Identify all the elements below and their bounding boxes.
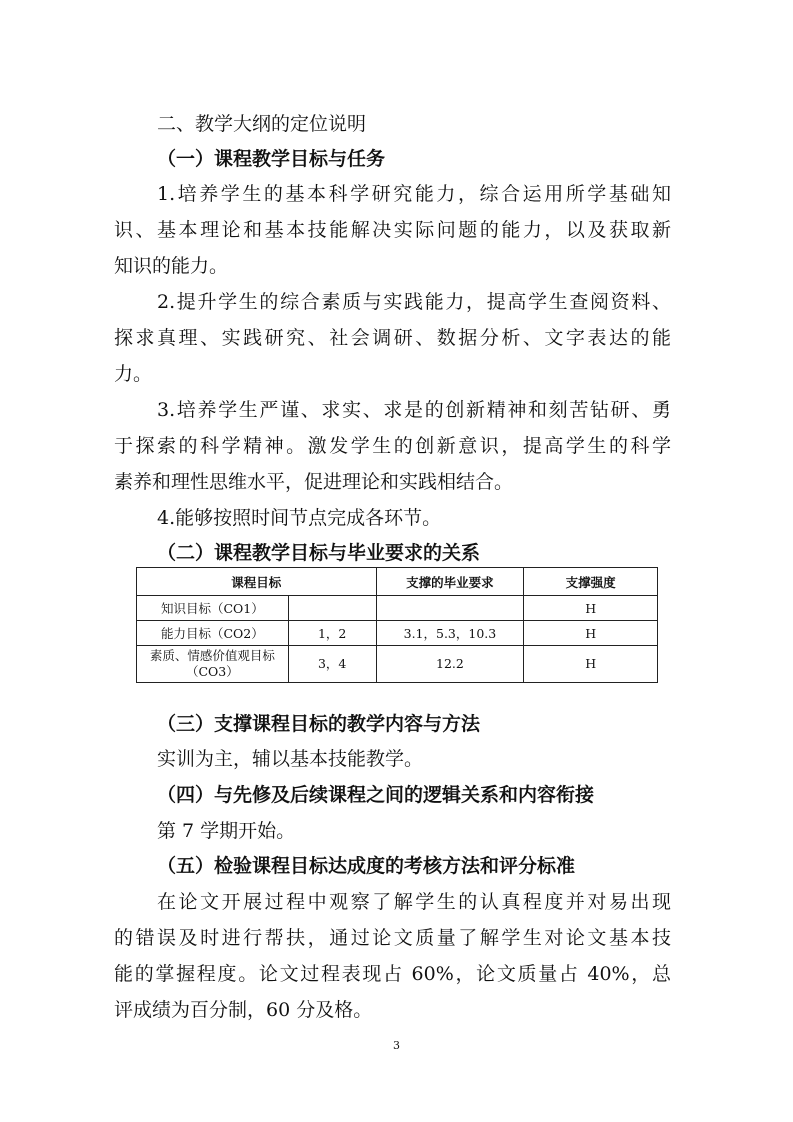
table-cell: H: [524, 646, 658, 683]
table-row: [137, 596, 658, 621]
table-cell: 3.1，5.3，10.3: [376, 621, 524, 646]
text-line: 知识的能力。: [114, 255, 229, 277]
table-header-cell: 支撑的毕业要求: [376, 568, 524, 596]
text-line: 识、基本理论和基本技能解决实际问题的能力，以及获取新: [114, 219, 671, 241]
table-cell: 1，2: [288, 621, 376, 646]
table-header-row: [137, 568, 658, 596]
text-line: 探求真理、实践研究、社会调研、数据分析、文字表达的能: [114, 327, 671, 349]
page-number: 3: [393, 1039, 400, 1052]
table-cell: H: [524, 621, 658, 646]
objective-paragraph-4: 4.能够按照时间节点完成各环节。: [157, 507, 442, 529]
cell-line: （CO3）: [185, 664, 239, 679]
table-cell: H: [524, 596, 658, 621]
text-line: 1.培养学生的基本科学研究能力，综合运用所学基础知: [157, 183, 671, 205]
heading-content-methods: （三）支撑课程目标的教学内容与方法: [157, 713, 481, 735]
course-relations-text: 第 7 学期开始。: [157, 820, 296, 842]
text-line: 能的掌握程度。论文过程表现占 60%，论文质量占 40%，总: [114, 963, 671, 985]
heading-course-relations: （四）与先修及后续课程之间的逻辑关系和内容衔接: [157, 784, 595, 806]
heading-assessment: （五）检验课程目标达成度的考核方法和评分标准: [157, 855, 576, 877]
cell-line: 素质、情感价值观目标: [149, 648, 275, 663]
table-header-cell: 支撑强度: [524, 568, 658, 596]
text-line: 评成绩为百分制，60 分及格。: [114, 999, 373, 1021]
table-cell: [137, 646, 289, 683]
table-cell: 知识目标（CO1）: [137, 596, 289, 621]
table-cell: [376, 596, 524, 621]
table-cell: 能力目标（CO2）: [137, 621, 289, 646]
table-header-cell: 课程目标: [137, 568, 377, 596]
section-title: 二、教学大纲的定位说明: [157, 113, 367, 135]
heading-objectives-requirements: （二）课程教学目标与毕业要求的关系: [157, 542, 481, 564]
text-line: 2.提升学生的综合素质与实践能力，提高学生查阅资料、: [157, 291, 671, 313]
table-row: [137, 646, 658, 683]
table-cell: 12.2: [376, 646, 524, 683]
text-line: 素养和理性思维水平，促进理论和实践相结合。: [114, 471, 514, 493]
text-line: 3.培养学生严谨、求实、求是的创新精神和刻苦钻研、勇: [157, 399, 671, 421]
objectives-table: [136, 567, 658, 683]
heading-course-objectives: （一）课程教学目标与任务: [157, 148, 386, 170]
content-methods-text: 实训为主，辅以基本技能教学。: [157, 748, 424, 770]
text-line: 力。: [114, 363, 153, 385]
table-row: [137, 621, 658, 646]
table-cell: [288, 596, 376, 621]
text-line: 在论文开展过程中观察了解学生的认真程度并对易出现: [157, 891, 671, 913]
text-line: 的错误及时进行帮扶，通过论文质量了解学生对论文基本技: [114, 927, 671, 949]
table-cell: 3，4: [288, 646, 376, 683]
text-line: 于探索的科学精神。激发学生的创新意识，提高学生的科学: [114, 435, 671, 457]
